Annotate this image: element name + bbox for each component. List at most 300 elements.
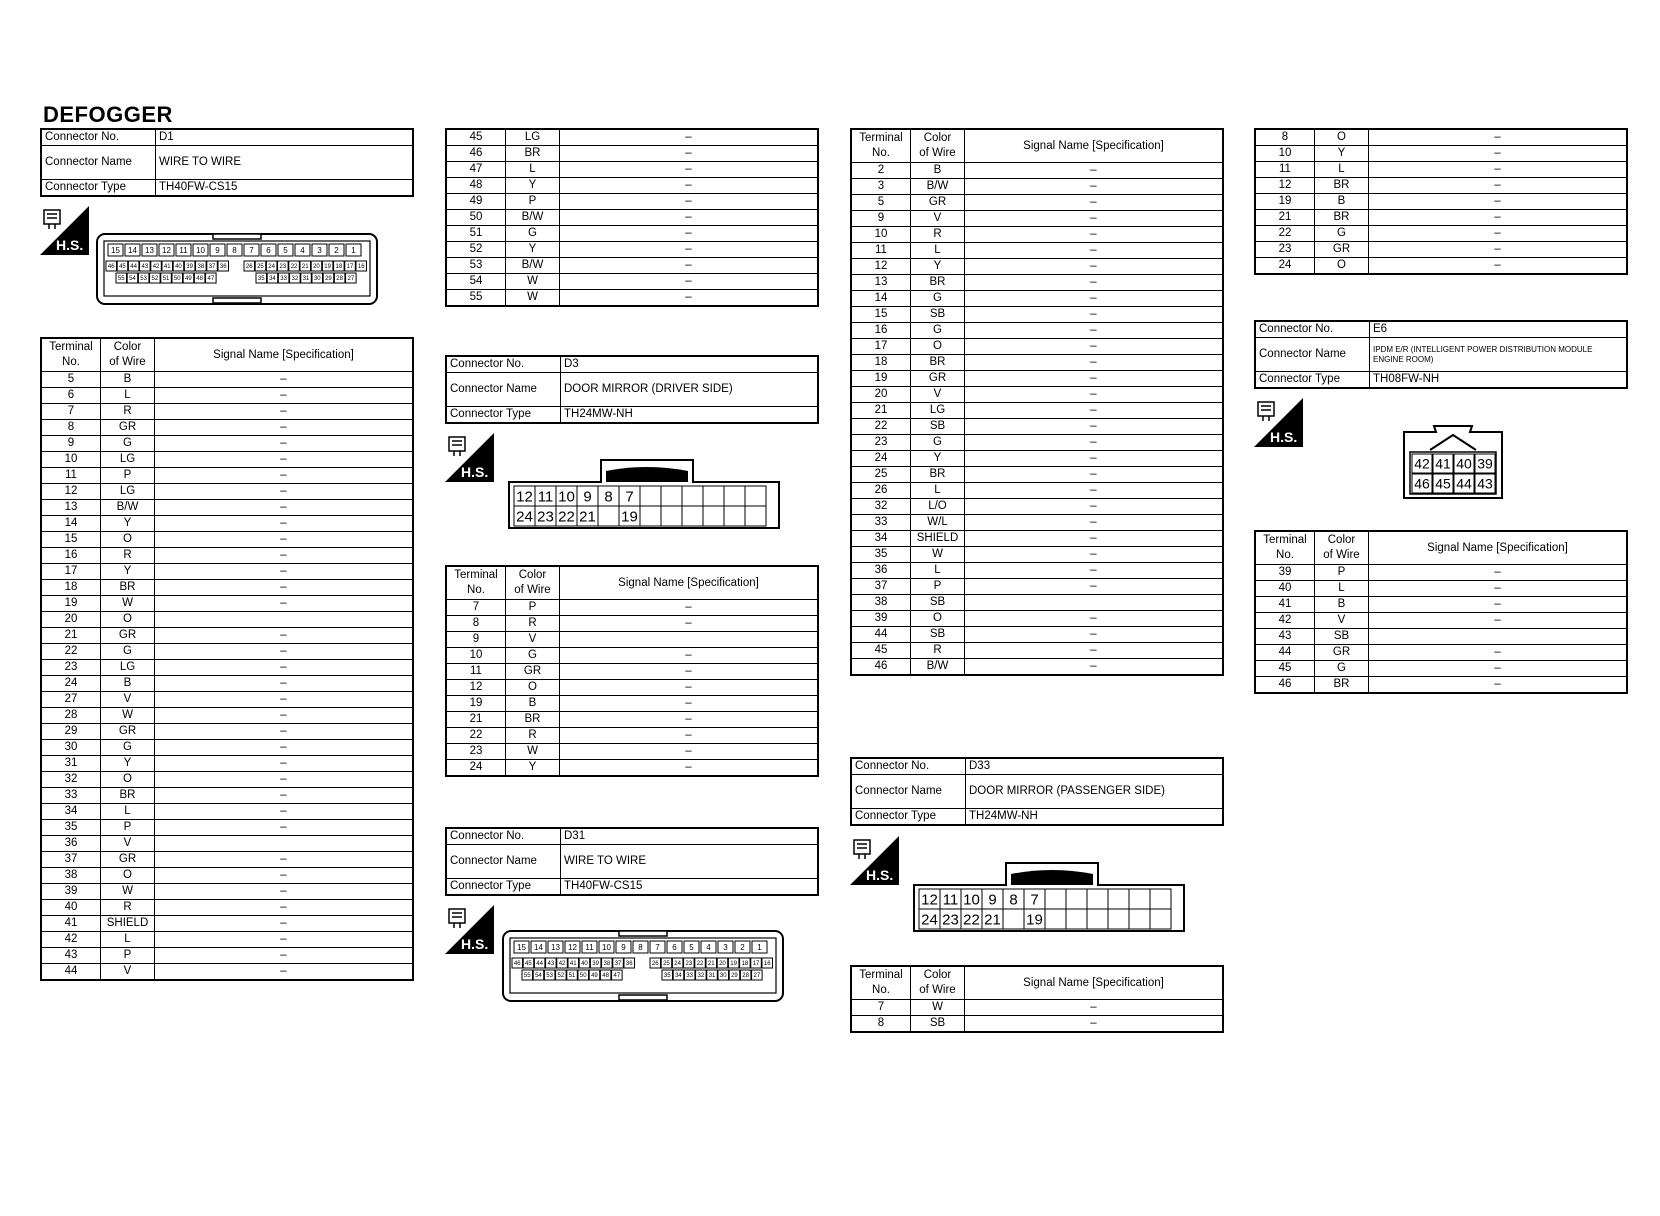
pin-number: 48 (196, 276, 203, 283)
pin-number: 26 (245, 264, 253, 271)
table-row (41, 468, 413, 484)
pin-number: 10 (963, 891, 980, 909)
table-row (41, 852, 413, 868)
pin-number: 16 (357, 264, 365, 271)
table-row (1255, 242, 1627, 258)
pin-number: 43 (1477, 475, 1493, 492)
signal-cell: – (965, 659, 1224, 676)
pin-number: 4 (300, 245, 305, 255)
wire-color-cell: B/W (506, 258, 560, 274)
terminal-cell: 40 (41, 900, 101, 916)
connector-name-label: Connector Name (446, 845, 561, 879)
color-header: Color of Wire (911, 129, 965, 163)
connector-no-label: Connector No. (446, 828, 561, 845)
signal-cell: – (1369, 581, 1628, 597)
table-row (1255, 645, 1627, 661)
signal-cell: – (155, 868, 414, 884)
pin-number: 14 (128, 245, 137, 255)
wire-color-cell: SB (911, 1016, 965, 1033)
table-row (446, 194, 818, 210)
pin-number: 43 (141, 264, 149, 271)
signal-cell: – (155, 756, 414, 772)
pin-number: 39 (1477, 455, 1493, 472)
table-row (851, 275, 1223, 291)
pin-number: 32 (697, 973, 705, 980)
terminal-cell: 19 (41, 596, 101, 612)
pin-number: 21 (707, 961, 715, 968)
pin-number: 21 (579, 508, 596, 526)
e6-wire-table (1254, 530, 1628, 694)
pin-number: 9 (988, 891, 997, 909)
table-row (41, 660, 413, 676)
signal-cell: – (155, 916, 414, 932)
pin-number: 54 (535, 973, 542, 980)
terminal-cell: 13 (851, 275, 911, 291)
terminal-cell: 29 (41, 724, 101, 740)
terminal-cell: 44 (1255, 645, 1315, 661)
signal-cell: – (560, 696, 819, 712)
pin-number: 55 (523, 973, 531, 980)
terminal-cell: 21 (446, 712, 506, 728)
signal-cell: – (155, 644, 414, 660)
pin-number: 41 (1435, 455, 1451, 472)
pin-number: 22 (696, 961, 704, 968)
pin-number: 42 (152, 264, 160, 271)
pin-number: 27 (753, 973, 761, 980)
signal-cell: – (1369, 129, 1628, 146)
harness-side-icon (1254, 398, 1303, 447)
signal-cell: – (155, 852, 414, 868)
signal-cell: – (560, 760, 819, 777)
wire-color-cell: B/W (911, 659, 965, 676)
terminal-cell: 10 (41, 452, 101, 468)
terminal-cell: 27 (41, 692, 101, 708)
signal-cell: – (1369, 613, 1628, 629)
terminal-cell: 9 (851, 211, 911, 227)
signal-header: Signal Name [Specification] (1369, 531, 1628, 565)
terminal-cell: 10 (446, 648, 506, 664)
table-row (446, 600, 818, 616)
wire-color-cell: P (101, 468, 155, 484)
signal-cell: – (1369, 178, 1628, 194)
terminal-cell: 36 (851, 563, 911, 579)
terminal-cell: 37 (41, 852, 101, 868)
table-row (446, 258, 818, 274)
wire-color-cell: G (101, 740, 155, 756)
wire-color-cell: GR (101, 724, 155, 740)
wire-color-cell: L (1315, 581, 1369, 597)
pin-number: 45 (525, 961, 532, 968)
terminal-cell: 17 (851, 339, 911, 355)
connector-no-label: Connector No. (851, 758, 966, 775)
table-row (851, 1016, 1223, 1033)
terminal-cell: 11 (851, 243, 911, 259)
signal-cell: – (965, 163, 1224, 179)
table-row (41, 820, 413, 836)
color-header: Color of Wire (101, 338, 155, 372)
table-row (1255, 178, 1627, 194)
signal-cell: – (155, 420, 414, 436)
signal-cell: – (965, 483, 1224, 499)
terminal-cell: 33 (851, 515, 911, 531)
pin-number: 33 (686, 973, 693, 980)
terminal-cell: 42 (41, 932, 101, 948)
wire-color-cell: B (1315, 194, 1369, 210)
pin-number: 51 (568, 973, 576, 980)
signal-cell: – (155, 788, 414, 804)
terminal-cell: 14 (41, 516, 101, 532)
table-row (851, 643, 1223, 659)
harness-side-icon (850, 836, 899, 885)
signal-cell: – (155, 452, 414, 468)
signal-header: Signal Name [Specification] (965, 966, 1224, 1000)
terminal-cell: 26 (851, 483, 911, 499)
d1-info-table (40, 128, 414, 197)
terminal-cell: 15 (851, 307, 911, 323)
terminal-cell: 32 (41, 772, 101, 788)
terminal-cell: 38 (41, 868, 101, 884)
pin-number: 38 (603, 961, 611, 968)
terminal-header: Terminal No. (851, 129, 911, 163)
signal-cell: – (1369, 162, 1628, 178)
signal-cell: – (965, 611, 1224, 627)
pin-number: 24 (674, 961, 681, 968)
d33-info-table (850, 757, 1224, 826)
pin-number: 40 (1456, 455, 1472, 472)
d31-wire-table-cont (1254, 128, 1628, 275)
pin-number: 34 (269, 276, 276, 283)
harness-side-icon (40, 206, 89, 255)
wire-color-cell: W (506, 274, 560, 290)
wire-color-cell: R (506, 616, 560, 632)
signal-cell: – (965, 451, 1224, 467)
terminal-cell: 46 (851, 659, 911, 676)
table-row (41, 772, 413, 788)
e6-connector-face (1400, 424, 1506, 504)
terminal-cell: 48 (446, 178, 506, 194)
wire-color-cell: W (911, 1000, 965, 1016)
signal-cell: – (155, 740, 414, 756)
signal-cell: – (560, 274, 819, 290)
table-row (41, 884, 413, 900)
pin-number: 31 (302, 276, 310, 283)
pin-number: 28 (742, 973, 749, 980)
signal-cell: – (155, 596, 414, 612)
signal-cell: – (965, 643, 1224, 659)
signal-cell: – (155, 900, 414, 916)
wire-color-cell: G (911, 435, 965, 451)
wire-color-cell: O (101, 532, 155, 548)
signal-cell: – (155, 436, 414, 452)
hs-label: H.S. (461, 464, 489, 480)
pin-number: 35 (257, 276, 265, 283)
table-row (1255, 597, 1627, 613)
signal-cell: – (155, 580, 414, 596)
terminal-cell: 18 (41, 580, 101, 596)
pin-number: 15 (111, 245, 120, 255)
table-row (446, 226, 818, 242)
pin-number: 23 (685, 961, 693, 968)
wire-color-cell: P (506, 194, 560, 210)
terminal-cell: 20 (851, 387, 911, 403)
wire-color-cell: R (911, 227, 965, 243)
table-row (1255, 146, 1627, 162)
harness-side-icon (445, 905, 494, 954)
wire-color-cell: SHIELD (911, 531, 965, 547)
wire-color-cell: GR (101, 628, 155, 644)
wire-color-cell: Y (506, 178, 560, 194)
color-header: Color of Wire (911, 966, 965, 1000)
signal-cell: – (560, 728, 819, 744)
pin-number: 19 (324, 264, 331, 271)
wire-color-cell: BR (911, 275, 965, 291)
table-row (851, 259, 1223, 275)
signal-cell: – (560, 194, 819, 210)
terminal-cell: 24 (446, 760, 506, 777)
d3-info-table (445, 355, 819, 424)
pin-number: 8 (1009, 891, 1018, 909)
wire-color-cell: W (101, 596, 155, 612)
pin-number: 14 (534, 942, 543, 952)
wire-color-cell: BR (506, 146, 560, 162)
wire-color-cell: B (101, 372, 155, 388)
terminal-cell: 14 (851, 291, 911, 307)
signal-cell: – (155, 628, 414, 644)
terminal-cell: 11 (41, 468, 101, 484)
pin-number: 52 (557, 973, 565, 980)
table-row (41, 724, 413, 740)
signal-cell: – (560, 744, 819, 760)
pin-number: 22 (290, 264, 298, 271)
wire-color-cell: L (911, 243, 965, 259)
wire-color-cell: V (911, 211, 965, 227)
wire-color-cell: SB (1315, 629, 1369, 645)
table-row (1255, 661, 1627, 677)
wire-color-cell: LG (101, 452, 155, 468)
terminal-cell: 13 (41, 500, 101, 516)
terminal-cell: 23 (41, 660, 101, 676)
signal-header: Signal Name [Specification] (560, 566, 819, 600)
table-row (41, 692, 413, 708)
signal-cell: – (1369, 242, 1628, 258)
wire-color-cell: B (506, 696, 560, 712)
terminal-cell: 43 (41, 948, 101, 964)
table-row (851, 1000, 1223, 1016)
terminal-header: Terminal No. (446, 566, 506, 600)
pin-number: 46 (1414, 475, 1430, 492)
pin-number: 7 (625, 488, 634, 506)
pin-number: 12 (516, 488, 533, 506)
terminal-cell: 22 (446, 728, 506, 744)
wire-color-cell: BR (1315, 210, 1369, 226)
pin-number: 16 (763, 961, 771, 968)
table-row (851, 419, 1223, 435)
table-row (41, 612, 413, 628)
signal-cell (560, 632, 819, 648)
terminal-cell: 46 (1255, 677, 1315, 694)
signal-cell: – (155, 500, 414, 516)
pin-number: 32 (291, 276, 299, 283)
wire-color-cell: G (911, 291, 965, 307)
pin-number: 4 (706, 942, 711, 952)
connector-type-label: Connector Type (41, 180, 156, 197)
signal-cell: – (965, 419, 1224, 435)
signal-cell (155, 612, 414, 628)
pin-number: 12 (921, 891, 938, 909)
signal-cell: – (155, 804, 414, 820)
table-row (41, 596, 413, 612)
terminal-cell: 51 (446, 226, 506, 242)
terminal-cell: 52 (446, 242, 506, 258)
terminal-cell: 3 (851, 179, 911, 195)
signal-cell: – (560, 664, 819, 680)
pin-number: 24 (268, 264, 275, 271)
wire-color-cell: O (1315, 129, 1369, 146)
hs-label: H.S. (1270, 429, 1298, 445)
signal-cell: – (560, 210, 819, 226)
connector-type-label: Connector Type (1255, 372, 1370, 389)
table-row (851, 387, 1223, 403)
table-row (446, 129, 818, 146)
pin-number: 30 (719, 973, 727, 980)
terminal-cell: 44 (851, 627, 911, 643)
color-header: Color of Wire (506, 566, 560, 600)
wire-color-cell: GR (506, 664, 560, 680)
pin-number: 36 (625, 961, 633, 968)
table-row (851, 163, 1223, 179)
signal-cell: – (560, 712, 819, 728)
connector-type-label: Connector Type (446, 879, 561, 896)
pin-number: 25 (257, 264, 264, 271)
pin-number: 20 (313, 264, 320, 271)
signal-cell: – (965, 435, 1224, 451)
signal-cell: – (1369, 565, 1628, 581)
pin-number: 23 (537, 508, 554, 526)
table-row (851, 403, 1223, 419)
connector-type-value: TH24MW-NH (966, 809, 1224, 826)
terminal-cell: 24 (851, 451, 911, 467)
wire-color-cell: V (506, 632, 560, 648)
signal-cell: – (965, 547, 1224, 563)
terminal-cell: 11 (1255, 162, 1315, 178)
connector-type-value: TH40FW-CS15 (156, 180, 414, 197)
signal-cell: – (155, 532, 414, 548)
pin-number: 23 (942, 911, 959, 929)
wire-color-cell: V (101, 836, 155, 852)
wire-color-cell: L (101, 932, 155, 948)
d3-wire-table (445, 565, 819, 777)
pin-number: 11 (942, 891, 959, 909)
terminal-cell: 24 (1255, 258, 1315, 275)
table-row (41, 964, 413, 981)
hs-label: H.S. (461, 936, 489, 952)
wire-color-cell: B/W (911, 179, 965, 195)
terminal-cell: 8 (446, 616, 506, 632)
wire-color-cell: G (101, 436, 155, 452)
signal-cell: – (1369, 661, 1628, 677)
pin-number: 9 (215, 245, 220, 255)
terminal-cell: 34 (851, 531, 911, 547)
signal-cell: – (155, 388, 414, 404)
pin-number: 21 (301, 264, 309, 271)
signal-cell: – (1369, 226, 1628, 242)
pin-number: 13 (145, 245, 154, 255)
pin-number: 8 (604, 488, 613, 506)
signal-cell: – (1369, 146, 1628, 162)
pin-number: 10 (602, 942, 611, 952)
wire-color-cell: L (911, 483, 965, 499)
pin-number: 55 (117, 276, 125, 283)
pin-number: 53 (546, 973, 553, 980)
pin-number: 45 (119, 264, 126, 271)
table-row (41, 580, 413, 596)
table-row (851, 195, 1223, 211)
wire-color-cell: B/W (101, 500, 155, 516)
signal-cell: – (965, 499, 1224, 515)
pin-number: 11 (585, 942, 594, 952)
terminal-cell: 45 (446, 129, 506, 146)
table-row (446, 696, 818, 712)
table-row (41, 900, 413, 916)
pin-number: 40 (175, 264, 182, 271)
signal-cell: – (965, 243, 1224, 259)
signal-cell: – (155, 676, 414, 692)
wire-color-cell: BR (506, 712, 560, 728)
connector-name-value: DOOR MIRROR (PASSENGER SIDE) (966, 775, 1224, 809)
wire-color-cell: LG (101, 660, 155, 676)
pin-number: 19 (730, 961, 737, 968)
wire-color-cell: Y (101, 756, 155, 772)
table-row (446, 162, 818, 178)
terminal-cell: 23 (851, 435, 911, 451)
table-row (1255, 629, 1627, 645)
terminal-cell: 44 (41, 964, 101, 981)
table-row (446, 648, 818, 664)
signal-cell: – (155, 692, 414, 708)
terminal-cell: 34 (41, 804, 101, 820)
wire-color-cell: SB (911, 307, 965, 323)
terminal-cell: 30 (41, 740, 101, 756)
terminal-cell: 7 (446, 600, 506, 616)
table-row (851, 179, 1223, 195)
terminal-cell: 5 (851, 195, 911, 211)
wire-color-cell: GR (1315, 645, 1369, 661)
table-row (446, 664, 818, 680)
terminal-cell: 54 (446, 274, 506, 290)
pin-number: 39 (592, 961, 599, 968)
pin-number: 41 (163, 264, 171, 271)
terminal-cell: 12 (1255, 178, 1315, 194)
table-row (446, 744, 818, 760)
terminal-cell: 15 (41, 532, 101, 548)
pin-number: 7 (1030, 891, 1039, 909)
table-row (446, 680, 818, 696)
connector-name-value: WIRE TO WIRE (156, 146, 414, 180)
table-row (41, 676, 413, 692)
pin-number: 7 (249, 245, 254, 255)
terminal-cell: 39 (851, 611, 911, 627)
signal-cell: – (560, 616, 819, 632)
signal-cell: – (1369, 258, 1628, 275)
pin-number: 37 (614, 961, 622, 968)
pin-number: 40 (581, 961, 588, 968)
wire-color-cell: V (911, 387, 965, 403)
signal-cell: – (560, 680, 819, 696)
wire-color-cell: BR (911, 467, 965, 483)
terminal-cell: 12 (446, 680, 506, 696)
terminal-cell: 22 (851, 419, 911, 435)
pin-number: 19 (621, 508, 638, 526)
